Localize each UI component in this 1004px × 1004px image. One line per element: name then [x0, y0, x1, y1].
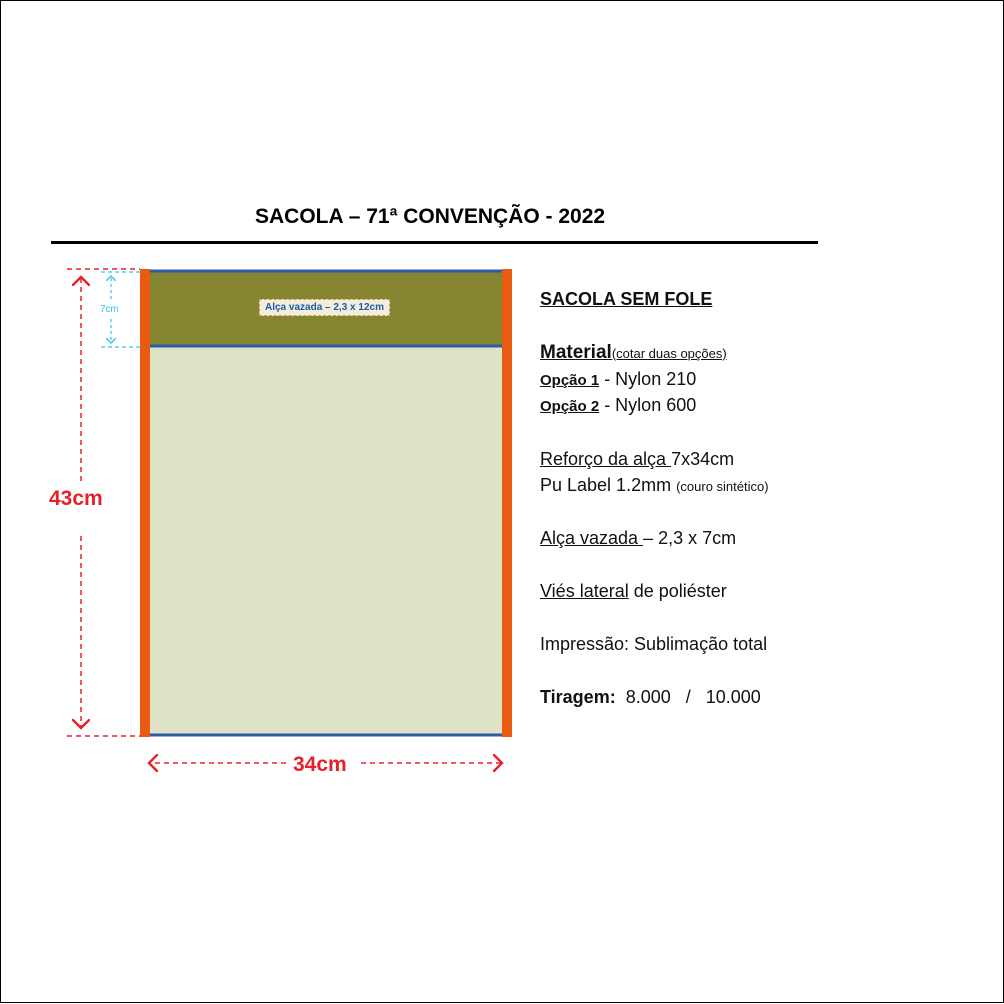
option1-value: - Nylon 210: [599, 369, 697, 389]
band-height-label: 7cm: [100, 304, 119, 315]
option2-label: Opção 2: [540, 398, 600, 415]
left-side-trim: [140, 269, 150, 737]
print-run-label: Tiragem:: [540, 687, 616, 707]
bias-value: de poliéster: [628, 581, 727, 601]
handle-cutout-label: Alça vazada – 2,3 x 12cm: [259, 299, 390, 316]
page-title: SACOLA – 71ª CONVENÇÃO - 2022: [255, 205, 606, 228]
reinforcement-row: [540, 449, 734, 470]
reinforcement-label: Reforço da alça: [540, 449, 672, 469]
option2-row: [540, 395, 696, 416]
height-dimension-label: 43cm: [49, 487, 103, 510]
print-run-value: 8.000 / 10.000: [615, 687, 761, 707]
spec-heading: SACOLA SEM FOLE: [540, 289, 713, 309]
bag-drawing: [1, 1, 1004, 1004]
option2-value: - Nylon 600: [599, 395, 697, 415]
print-run-row: [540, 687, 761, 708]
handle-spec-value: – 2,3 x 7cm: [643, 528, 737, 548]
pu-label-row: [540, 475, 769, 496]
handle-spec-label: Alça vazada: [540, 528, 644, 548]
material-note: (cotar duas opções): [611, 346, 727, 361]
width-dimension-label: 34cm: [293, 753, 347, 776]
material-label: Material: [540, 342, 612, 363]
print-row: Impressão: Sublimação total: [540, 634, 768, 654]
reinforcement-value: 7x34cm: [671, 449, 735, 469]
bias-label: Viés lateral: [540, 581, 629, 601]
handle-row: [540, 528, 736, 549]
material-row: [540, 342, 727, 364]
pu-label-note: (couro sintético): [676, 479, 769, 494]
option1-row: [540, 369, 696, 390]
bias-row: [540, 581, 727, 602]
option1-label: Opção 1: [540, 372, 600, 389]
pu-label-text: Pu Label 1.2mm: [540, 475, 677, 495]
right-side-trim: [502, 269, 512, 737]
